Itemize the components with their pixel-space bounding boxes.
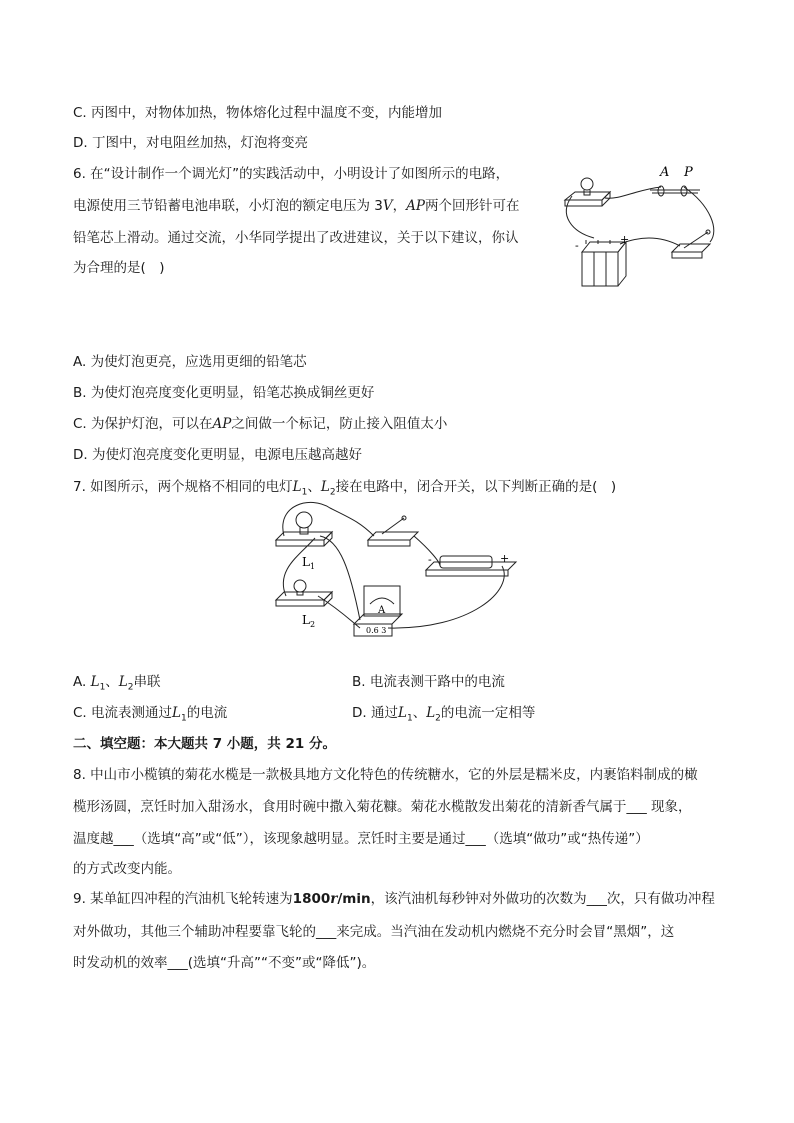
q6-option-c: C. 为保护灯泡，可以在AP之间做一个标记，防止接入阻值太小 — [73, 416, 448, 432]
q8-line3: 温度越___（选填“高”或“低”），该现象越明显。烹饪时主要是通过___（选填“做功”或“热传递”） — [73, 831, 649, 847]
q7-label-l1: $L_1$ — [302, 555, 316, 571]
q7-label-l2: $L_2$ — [302, 613, 316, 629]
q5-option-d: D. 丁图中，对电阻丝加热，灯泡将变亮 — [73, 135, 308, 151]
q9-line1: 9. 某单缸四冲程的汽油机飞轮转速为1800r/min，该汽油机每秒钟对外做功的次数为___次，只有做功冲程 — [73, 891, 715, 907]
q6-stem-line1: 6. 在“设计制作一个调光灯”的实践活动中，小明设计了如图所示的电路， — [73, 166, 510, 182]
q7-option-c: C. 电流表测通过$L_1$的电流 — [73, 705, 228, 724]
q7-circuit-figure — [270, 500, 520, 640]
q7-option-d: D. 通过$L_1$、$L_2$的电流一定相等 — [352, 705, 536, 724]
q6-option-a: A. 为使灯泡更亮，应选用更细的铅笔芯 — [73, 354, 307, 370]
q6-label-plus: + — [620, 233, 630, 246]
q6-stem-line4: 为合理的是( ) — [73, 260, 165, 276]
q9-line3: 时发动机的效率___(选填“升高”“不变”或“降低”)。 — [73, 955, 376, 971]
q6-stem-line2: 电源使用三节铅蓄电池串联，小灯泡的额定电压为 3V，AP两个回形针可在 — [73, 198, 520, 214]
q7-label-minus: - — [428, 553, 432, 566]
q9-line2: 对外做功，其他三个辅助冲程要靠飞轮的___来完成。当汽油在发动机内燃烧不充分时会冒“黑烟”，这 — [73, 924, 675, 940]
q6-option-b: B. 为使灯泡亮度变化更明显，铅笔芯换成铜丝更好 — [73, 385, 375, 401]
q7-ammeter-label: A — [378, 605, 386, 616]
q6-label-p: P — [684, 165, 693, 180]
q7-option-a: A. $L_1$、$L_2$串联 — [73, 674, 161, 693]
q6-circuit-figure — [560, 160, 730, 295]
q8-line4: 的方式改变内能。 — [73, 861, 181, 877]
q8-line1: 8. 中山市小榄镇的菊花水榄是一款极具地方文化特色的传统糖水，它的外层是糯米皮，内裹馅料制成的橄 — [73, 767, 698, 783]
q6-option-d: D. 为使灯泡亮度变化更明显，电源电压越高越好 — [73, 447, 362, 463]
section-heading-fill-in: 二、填空题：本大题共 7 小题，共 21 分。 — [73, 736, 336, 752]
q7-ammeter-scale: 0.6 3 — [366, 626, 387, 635]
q6-stem-line3: 铅笔芯上滑动。通过交流，小华同学提出了改进建议，关于以下建议，你认 — [73, 230, 519, 246]
q8-line2: 榄形汤圆，烹饪时加入甜汤水，食用时碗中撒入菊花糠。菊花水榄散发出菊花的清新香气属于___ 现象， — [73, 799, 692, 815]
q7-stem: 7. 如图所示，两个规格不相同的电灯$L_1$、$L_2$接在电路中，闭合开关，以下判断正确的是( ) — [73, 479, 617, 498]
q7-label-plus: + — [500, 552, 510, 565]
q6-label-minus: - — [575, 239, 579, 252]
q5-option-c: C. 丙图中，对物体加热，物体熔化过程中温度不变，内能增加 — [73, 105, 443, 121]
q6-label-a: A — [660, 165, 670, 180]
q7-option-b: B. 电流表测干路中的电流 — [352, 674, 505, 690]
